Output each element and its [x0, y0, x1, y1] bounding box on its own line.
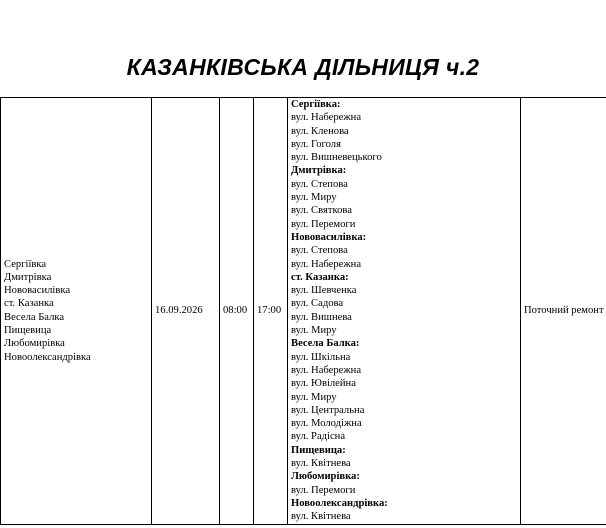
street-item: вул. Степова — [291, 245, 348, 257]
streets-list — [291, 98, 517, 524]
date-cell: 16.09.2026 — [152, 98, 220, 525]
street-group-heading: Нововасилівка: — [291, 231, 367, 243]
street-item: вул. Садова — [291, 298, 344, 310]
table-row — [1, 98, 606, 525]
street-group-heading: Весела Балка: — [291, 338, 360, 350]
street-item: вул. Миру — [291, 325, 337, 337]
settlement-item: ст. Казанка — [4, 298, 54, 310]
street-item: вул. Квітнева — [291, 511, 351, 523]
street-item: вул. Миру — [291, 391, 337, 403]
street-item: вул. Набережна — [291, 364, 362, 376]
settlement-item: Сергіївка — [4, 258, 47, 270]
street-item: вул. Кленова — [291, 125, 349, 137]
street-item: вул. Перемоги — [291, 484, 356, 496]
street-item: вул. Ювілейна — [291, 378, 356, 390]
settlement-item: Любомирівка — [4, 338, 65, 350]
street-group-heading: Дмитрівка: — [291, 165, 347, 177]
street-item: вул. Миру — [291, 192, 337, 204]
street-group-heading: Любомирівка: — [291, 471, 360, 483]
settlement-item: Пищевица — [4, 325, 52, 337]
settlement-item: Новоолександрівка — [4, 351, 91, 363]
streets-cell — [288, 98, 521, 525]
street-item: вул. Набережна — [291, 258, 362, 270]
end-time-cell: 17:00 — [254, 98, 288, 525]
street-item: вул. Шевченка — [291, 285, 357, 297]
street-item: вул. Степова — [291, 178, 348, 190]
street-group-heading: Сергіївка: — [291, 99, 341, 110]
street-item: вул. Набережна — [291, 112, 362, 124]
street-item: вул. Святкова — [291, 205, 352, 217]
street-item: вул. Радісна — [291, 431, 346, 443]
schedule-table — [0, 97, 606, 525]
street-item: вул. Вишнева — [291, 311, 352, 323]
street-item: вул. Вишневецького — [291, 152, 382, 164]
work-type-cell: Поточний ремонт — [521, 98, 606, 525]
street-item: вул. Квітнева — [291, 458, 351, 470]
street-item: вул. Перемоги — [291, 218, 356, 230]
settlements-list — [4, 258, 148, 364]
street-group-heading: ст. Казанка: — [291, 271, 349, 283]
street-group-heading: Пищевица: — [291, 444, 346, 456]
street-item: вул. Молодіжна — [291, 418, 362, 430]
settlement-item: Нововасилівка — [4, 285, 71, 297]
street-group-heading: Новоолександрівка: — [291, 497, 388, 509]
settlements-cell — [1, 98, 152, 525]
street-item: вул. Гоголя — [291, 138, 341, 150]
start-time-cell: 08:00 — [220, 98, 254, 525]
settlement-item: Дмитрівка — [4, 271, 52, 283]
settlement-item: Весела Балка — [4, 311, 65, 323]
page-title: КАЗАНКІВСЬКА ДІЛЬНИЦЯ ч.2 — [126, 54, 480, 80]
street-item: вул. Шкільна — [291, 351, 351, 363]
street-item: вул. Центральна — [291, 404, 365, 416]
